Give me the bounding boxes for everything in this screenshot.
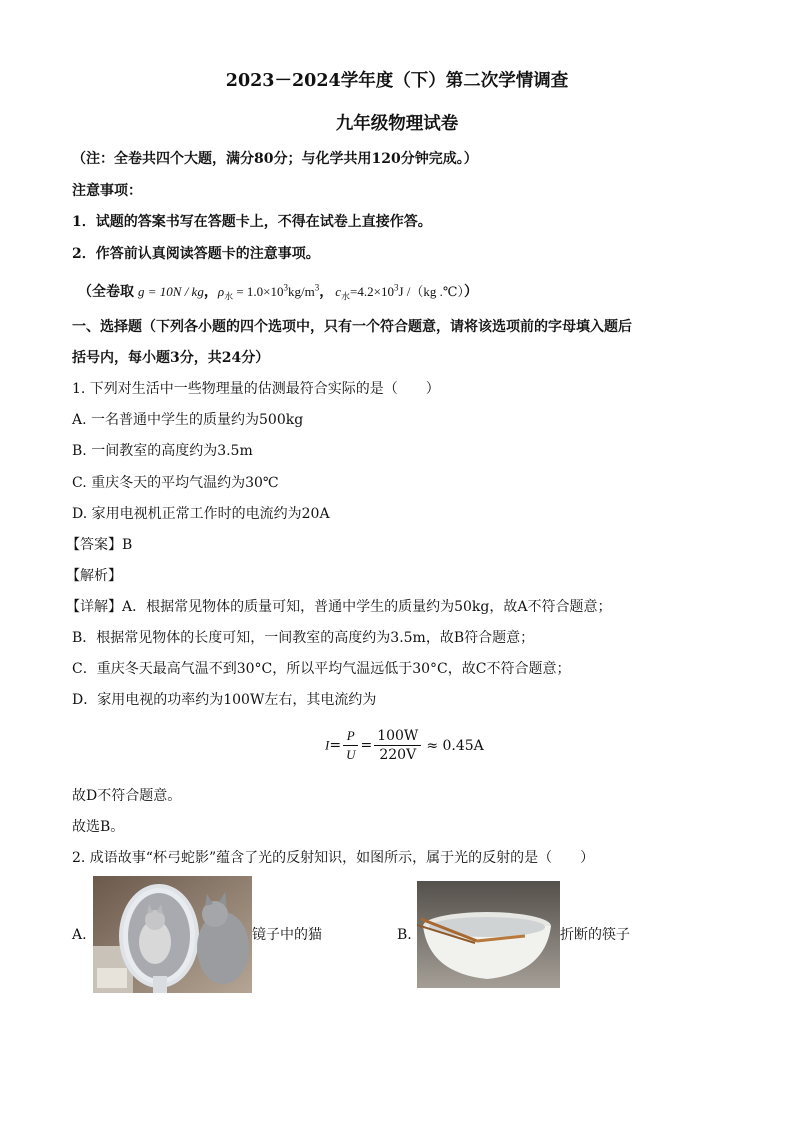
c-unit: J /（kg .℃） xyxy=(398,284,464,299)
rho-unit: kg/m xyxy=(288,284,315,299)
cat-mirror-illustration xyxy=(93,876,252,993)
q1-detail-c: C．重庆冬天最高气温不到30°C，所以平均气温远低于30°C，故C不符合题意； xyxy=(72,661,571,677)
q1-answer: 【答案】B xyxy=(66,537,133,553)
bowl-chopsticks-illustration xyxy=(417,881,560,988)
formula-approx: ≈ 0.45A xyxy=(426,737,484,754)
q1-stem: 1. 下列对生活中一些物理量的估测最符合实际的是（ ） xyxy=(72,381,440,397)
exam-subtitle: 九年级物理试卷 xyxy=(335,114,459,134)
q2-option-a-image xyxy=(93,876,252,993)
rho-sub: 水 xyxy=(224,291,234,302)
c-exp: 3 xyxy=(393,282,399,293)
q1-detail-d: D．家用电视的功率约为100W左右，其电流约为 xyxy=(72,692,377,708)
constants-prefix: （全卷取 xyxy=(78,284,134,300)
section1-heading-line2: 括号内，每小题3分，共24分） xyxy=(72,350,270,366)
q2-option-b-caption: 折断的筷子 xyxy=(560,927,630,943)
c-symbol: c xyxy=(335,284,342,299)
comma-1: ， xyxy=(203,284,218,300)
formula-eq1: = xyxy=(329,737,342,754)
rho-symbol: ρ xyxy=(217,284,225,299)
constant-c xyxy=(335,282,464,302)
section1-heading-line1: 一、选择题（下列各小题的四个选项中，只有一个符合题意，请将该选项前的字母填入题后 xyxy=(72,319,632,335)
q1-option-d: D. 家用电视机正常工作时的电流约为20A xyxy=(72,506,330,522)
formula-lhs: I xyxy=(325,737,330,753)
constant-g: g = 10N / kg xyxy=(138,284,204,299)
instruction-item-2: 2．作答前认真阅读答题卡的注意事项。 xyxy=(72,246,320,262)
q1-option-a: A. 一名普通中学生的质量约为500kg xyxy=(72,412,304,428)
constants-line xyxy=(78,283,478,301)
q1-detail-a: 【详解】A．根据常见物体的质量可知，普通中学生的质量约为50kg，故A不符合题意； xyxy=(66,599,612,615)
formula-fraction-values xyxy=(374,727,421,764)
rho-exp: 3 xyxy=(283,282,289,293)
q2-stem: 2. 成语故事“杯弓蛇影”蕴含了光的反射知识，如图所示，属于光的反射的是（ ） xyxy=(72,850,595,866)
q2-option-b-letter: B. xyxy=(397,927,412,943)
q1-option-c: C. 重庆冬天的平均气温约为30℃ xyxy=(72,475,279,491)
rho-value: = 1.0×10 xyxy=(233,284,284,299)
exam-note: （注：全卷共四个大题，满分80分；与化学共用120分钟完成。） xyxy=(72,151,478,167)
c-value: =4.2×10 xyxy=(350,284,394,299)
rho-unit-exp: 3 xyxy=(314,282,320,293)
formula-eq2: = xyxy=(360,737,373,754)
q1-final: 故选B。 xyxy=(72,819,125,835)
q2-option-a-caption: 镜子中的猫 xyxy=(252,927,322,943)
q1-detail-b: B．根据常见物体的长度可知，一间教室的高度约为3.5m，故B符合题意； xyxy=(72,630,535,646)
exam-title: 2023－2024学年度（下）第二次学情调查 xyxy=(225,71,569,91)
c-sub: 水 xyxy=(341,291,351,302)
formula-fraction-pu xyxy=(343,727,358,764)
q1-conclusion-d: 故D不符合题意。 xyxy=(72,788,182,804)
q1-formula xyxy=(325,727,484,764)
q2-option-b-image xyxy=(417,881,560,988)
q2-option-a-letter: A. xyxy=(72,927,87,943)
formula-u: U xyxy=(346,747,356,762)
formula-den: 220V xyxy=(379,747,417,763)
formula-p: P xyxy=(343,727,358,746)
constant-rho xyxy=(217,282,320,302)
instructions-heading: 注意事项： xyxy=(72,183,142,199)
q1-analysis: 【解析】 xyxy=(66,568,122,584)
q1-option-b: B. 一间教室的高度约为3.5m xyxy=(72,443,253,459)
instruction-item-1: 1．试题的答案书写在答题卡上，不得在试卷上直接作答。 xyxy=(72,214,432,230)
formula-num: 100W xyxy=(374,727,421,746)
comma-2: ， xyxy=(319,284,334,300)
constants-suffix: ） xyxy=(463,284,478,300)
